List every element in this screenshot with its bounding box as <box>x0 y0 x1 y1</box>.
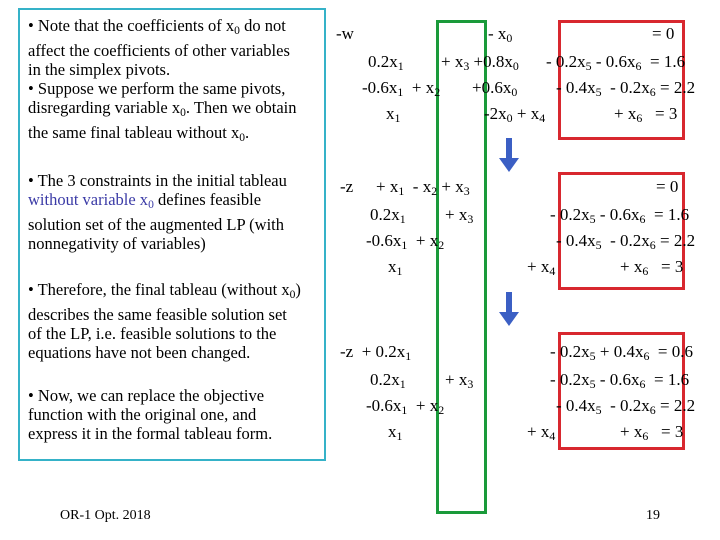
t3-r3-x1: $x_1$ <box>388 422 403 443</box>
t3-objective-label: $-z + 0.2x_1$ <box>340 342 412 363</box>
t2-r1-x1: $0.2x_1$ <box>370 205 406 226</box>
page-number: 19 <box>646 508 660 523</box>
t2-objective-terms: + $x_1 - x_2 + x_3$ <box>376 177 470 198</box>
t3-r1-rest: - $0.2x_5 - 0.6x_6 = 1.6$ <box>550 370 690 391</box>
t1-r2-x0: $+0.6x_0$ <box>472 78 518 99</box>
t1-r1-x3-x0: + $x_3 +0.8x_0$ <box>441 52 519 73</box>
footer-course: OR-1 Opt. 2018 <box>60 508 151 523</box>
down-arrow-icon <box>497 292 521 328</box>
t2-rhs-0: = 0 <box>656 177 679 196</box>
t1-r1-rest: - $0.2x_5 - 0.6x_6 = 1.6$ <box>546 52 686 73</box>
t3-r3-x4: + $x_4$ <box>527 422 556 443</box>
t2-r1-x3: + $x_3$ <box>445 205 474 226</box>
t3-r2-rest: - $0.4x_5 - 0.2x_6 = 2.2$ <box>556 396 696 417</box>
t2-r3-rest: + $x_6 = 3$ <box>620 257 684 278</box>
t1-objective-label: -w <box>336 24 354 43</box>
t2-r2-rest: - $0.4x_5 - 0.2x_6 = 2.2$ <box>556 231 696 252</box>
t1-r3-rest: + $x_6 = 3$ <box>614 104 678 125</box>
t3-objective-rest: - $0.2x_5 + 0.4x_6 = 0.6$ <box>550 342 694 363</box>
bullet-replace-objective: • Now, we can replace the objective function with the original one, and express it in the formal tableau form. <box>28 386 273 443</box>
t1-r3-x0-x4: $-2x_0 + x_4$ <box>484 104 546 125</box>
t1-r2-rest: - $0.4x_5 - 0.2x_6 = 2.2$ <box>556 78 696 99</box>
t1-rhs-0: = 0 <box>652 24 675 43</box>
t1-x0-term: - $x_0$ <box>488 24 513 45</box>
bullet-therefore: • Therefore, the final tableau (without $x_0$) describes the same feasible solution set of the LP, i.e. feasible solutions to the equations have not been changed. <box>28 280 301 362</box>
down-arrow-icon <box>497 138 521 174</box>
t2-r2-x1-x2: $-0.6x_1 + x_2$ <box>366 231 445 252</box>
bullet-constraints: • The 3 constraints in the initial tableau without variable $x_0$ defines feasible solution set of the augmented LP (with nonnegativity of variables) <box>28 171 287 253</box>
t1-r1-x1: $0.2x_1$ <box>368 52 404 73</box>
t3-r1-x3: + $x_3$ <box>445 370 474 391</box>
t3-r3-rest: + $x_6 = 3$ <box>620 422 684 443</box>
t2-r3-x4: + $x_4$ <box>527 257 556 278</box>
t2-r1-rest: - $0.2x_5 - 0.6x_6 = 1.6$ <box>550 205 690 226</box>
t2-objective-label: -z <box>340 177 354 196</box>
t2-r3-x1: $x_1$ <box>388 257 403 278</box>
t3-r1-x1: $0.2x_1$ <box>370 370 406 391</box>
t1-r2-x1-x2: $-0.6x_1 + x_2$ <box>362 78 441 99</box>
bullet-note-pivots: • Note that the coefficients of $x_0$ do not affect the coefficients of other variables in the simplex pivots. • Suppose we perform the same pivots, disregarding variable $x_0$. Then we obtain the same final tableau without $x_0$. <box>28 16 297 144</box>
t1-r3-x1: $x_1$ <box>386 104 401 125</box>
explanation-box <box>18 8 326 461</box>
t3-r2-x1-x2: $-0.6x_1 + x_2$ <box>366 396 445 417</box>
